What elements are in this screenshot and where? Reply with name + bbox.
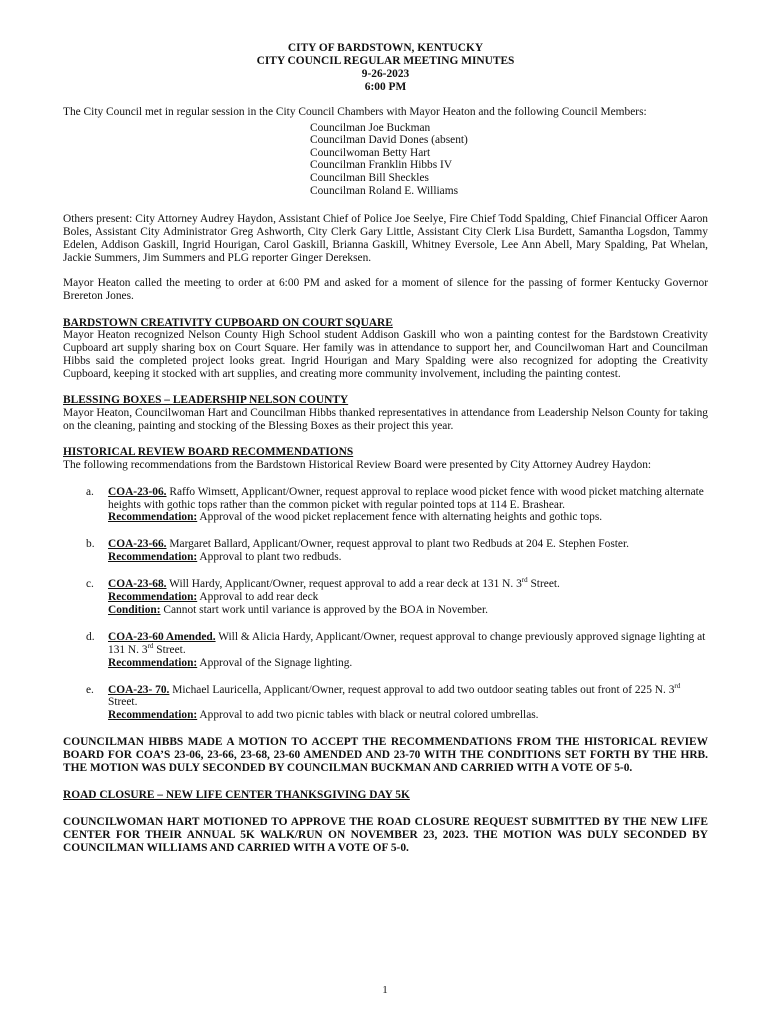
city-title: CITY OF BARDSTOWN, KENTUCKY xyxy=(287,42,484,54)
recommendation-text: Approval to add rear deck xyxy=(197,591,319,604)
condition-text: Cannot start work until variance is approved by the BOA in November. xyxy=(160,603,488,616)
coa-description-end: Street. xyxy=(153,643,186,656)
ordinal-suffix: rd xyxy=(674,681,681,690)
meeting-date: 9-26-2023 xyxy=(361,67,410,80)
council-member: Councilman Joe Buckman xyxy=(310,121,431,134)
council-member: Councilman David Dones (absent) xyxy=(310,134,468,147)
coa-description: Raffo Wimsett, Applicant/Owner, request approval to replace wood picket fence with wood picket matching alternate heights with gothic tops rather than the common picket with regular pointed tops at 114 E. Brashear. xyxy=(108,485,704,511)
coa-code: COA-23-68. xyxy=(108,578,167,591)
recommendation-label: Recommendation: xyxy=(108,511,198,524)
section-heading-road-closure: ROAD CLOSURE – NEW LIFE CENTER THANKSGIVING DAY 5K xyxy=(63,789,410,801)
council-member: Councilman Franklin Hibbs IV xyxy=(310,159,453,172)
minutes-title: CITY COUNCIL REGULAR MEETING MINUTES xyxy=(256,54,515,67)
recommendation-text: Approval to add two picnic tables with black or neutral colored umbrellas. xyxy=(197,709,539,722)
recommendation-label: Recommendation: xyxy=(108,551,198,564)
list-item xyxy=(63,578,708,617)
ordinal-suffix: rd xyxy=(521,576,528,585)
hrb-paragraph: The following recommendations from the Bardstown Historical Review Board were presented by City Attorney Audrey Haydon: xyxy=(63,458,652,471)
creativity-paragraph: Mayor Heaton recognized Nelson County High School student Addison Gaskill who won a painting contest for the Bardstown Creativity Cupboard art supply sharing box on Court Square. Her family was in attendance to support her, and Councilwoman Hart and Councilman Hibbs said the completed project looks great. Ingrid Hourigan and Mary Spalding were also recognized for adopting the Creativity Cupboard, keeping it stocked with art supplies, and creating more community involvement, including the painting contest. xyxy=(63,329,708,381)
list-letter: a. xyxy=(86,485,94,498)
motion-road-closure: COUNCILWOMAN HART MOTIONED TO APPROVE THE ROAD CLOSURE REQUEST SUBMITTED BY THE NEW LIFE CENTER FOR THEIR ANNUAL 5K WALK/RUN ON NOVEMBER 23, 2023. THE MOTION WAS DULY SECONDED BY COUNCILMAN WILLIAMS AND CARRIED WITH A VOTE OF 5-0. xyxy=(63,815,708,854)
coa-description: Michael Lauricella, Applicant/Owner, request approval to add two outdoor seating tables out front of 225 N. 3 xyxy=(169,683,675,696)
list-letter: e. xyxy=(86,683,94,696)
call-to-order-paragraph: Mayor Heaton called the meeting to order at 6:00 PM and asked for a moment of silence for the passing of former Kentucky Governor Brereton Jones. xyxy=(63,276,708,302)
list-item xyxy=(63,681,708,723)
section-heading-creativity: BARDSTOWN CREATIVITY CUPBOARD ON COURT SQUARE xyxy=(63,316,393,329)
section-heading-hrb: HISTORICAL REVIEW BOARD RECOMMENDATIONS xyxy=(63,445,354,458)
section-heading-blessing: BLESSING BOXES – LEADERSHIP NELSON COUNTY xyxy=(63,394,349,407)
coa-code: COA-23-60 Amended. xyxy=(108,630,216,643)
recommendation-label: Recommendation: xyxy=(108,656,198,669)
coa-description-end: Street. xyxy=(108,696,138,709)
council-member: Councilwoman Betty Hart xyxy=(310,146,431,159)
meeting-time: 6:00 PM xyxy=(364,80,407,93)
coa-description: Will & Alicia Hardy, Applicant/Owner, request approval to change previously approved signage lighting at 131 N. 3 xyxy=(108,630,706,656)
ordinal-suffix: rd xyxy=(147,641,154,650)
coa-code: COA-23-06. xyxy=(108,485,167,498)
coa-description-end: Street. xyxy=(527,578,560,591)
council-member: Councilman Roland E. Williams xyxy=(310,184,459,197)
document-page xyxy=(63,42,708,855)
coa-code: COA-23-66. xyxy=(108,538,167,551)
list-item xyxy=(63,486,708,525)
recommendation-text: Approval of the Signage lighting. xyxy=(197,656,353,669)
recommendation-label: Recommendation: xyxy=(108,709,198,722)
coa-description: Margaret Ballard, Applicant/Owner, request approval to plant two Redbuds at 204 E. Stephen Foster. xyxy=(166,538,629,551)
recommendations-list xyxy=(63,486,708,723)
council-members-list xyxy=(310,122,708,198)
condition-label: Condition: xyxy=(108,603,161,616)
coa-code: COA-23- 70. xyxy=(108,683,170,696)
intro-paragraph: The City Council met in regular session in the City Council Chambers with Mayor Heaton and the following Council Members: xyxy=(63,105,647,118)
document-header xyxy=(63,42,708,94)
others-present-paragraph: Others present: City Attorney Audrey Haydon, Assistant Chief of Police Joe Seelye, Fire Chief Todd Spalding, Chief Financial Officer Aaron Boles, Assistant City Administrator Greg Ashworth, City Clerk Gary Little, Assistant City Clerk Lisa Burdett, Samantha Logsdon, Tammy Edelen, Addison Gaskill, Ingrid Hourigan, Carol Gaskill, Brianna Gaskill, Whitney Eversole, Lee Ann Abell, Mary Spalding, Pat Whelan, Jackie Summers, Jim Summers and PLG reporter Ginger Dereksen. xyxy=(63,213,708,264)
list-letter: d. xyxy=(86,630,95,643)
council-member: Councilman Bill Sheckles xyxy=(310,171,429,184)
page-number: 1 xyxy=(382,984,388,996)
recommendation-text: Approval of the wood picket replacement fence with alternating heights and gothic tops. xyxy=(197,511,603,524)
motion-hrb: COUNCILMAN HIBBS MADE A MOTION TO ACCEPT THE RECOMMENDATIONS FROM THE HISTORICAL REVIEW BOARD FOR COA’S 23-06, 23-66, 23-68, 23-60 AMENDED AND 23-70 WITH THE CONDITIONS SET FORTH BY THE HRB. THE MOTION WAS DULY SECONDED BY COUNCILMAN BUCKMAN AND CARRIED WITH A VOTE OF 5-0. xyxy=(63,736,708,775)
list-letter: c. xyxy=(86,578,94,591)
blessing-paragraph: Mayor Heaton, Councilwoman Hart and Councilman Hibbs thanked representatives in attendance from Leadership Nelson County for taking on the cleaning, painting and stocking of the Blessing Boxes as their project this year. xyxy=(63,406,708,432)
list-letter: b. xyxy=(86,538,95,551)
list-item xyxy=(63,631,708,670)
recommendation-text: Approval to plant two redbuds. xyxy=(197,551,342,564)
coa-description: Will Hardy, Applicant/Owner, request approval to add a rear deck at 131 N. 3 xyxy=(166,578,522,591)
list-item xyxy=(63,538,708,564)
recommendation-label: Recommendation: xyxy=(108,591,198,604)
